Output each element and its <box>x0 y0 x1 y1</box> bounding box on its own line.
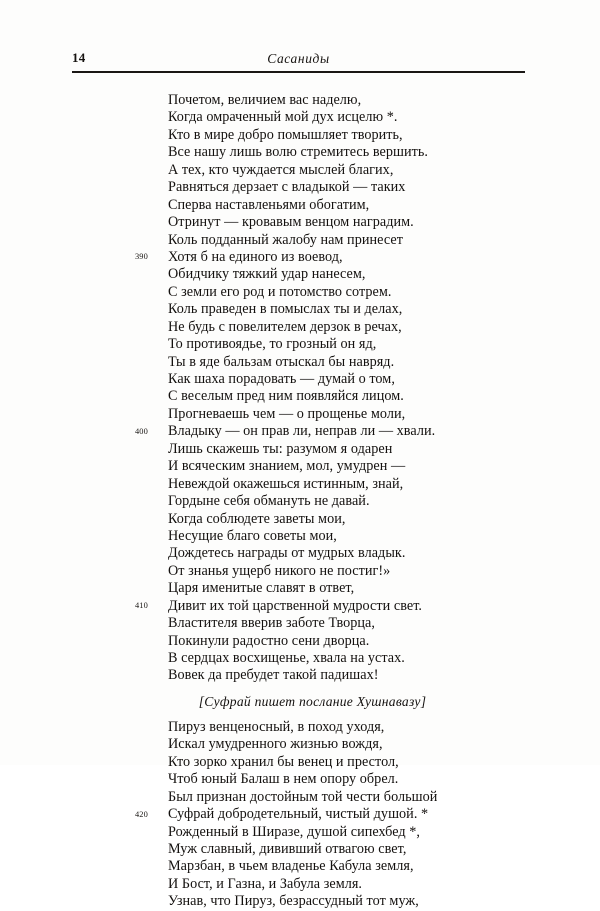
verse-line-text: Коль праведен в помыслах ты и делах, <box>168 301 403 318</box>
verse-line-text: Обидчику тяжкий удар нанесем, <box>168 266 366 283</box>
verse-line-number: 390 <box>135 252 148 262</box>
verse-line-text: Почетом, величием вас наделю, <box>168 92 362 108</box>
verse-line <box>72 284 525 301</box>
verse-line-text: Не будь с повелителем дерзок в речах, <box>168 318 402 335</box>
verse-line <box>72 179 525 196</box>
verse-line-text: Был признан достойным той чести большой <box>168 788 438 805</box>
verse-line <box>72 197 525 214</box>
verse-body <box>72 86 525 911</box>
verse-line <box>72 893 525 910</box>
verse-line <box>72 371 525 388</box>
verse-line <box>72 266 525 283</box>
verse-line-number: 400 <box>135 426 148 436</box>
verse-line <box>72 458 525 475</box>
verse-line-text: И Бост, и Газна, и Забула земля. <box>168 875 363 892</box>
verse-lines-second-part <box>72 719 525 911</box>
section-heading: [Суфрай пишет послание Хушнавазу] <box>198 693 427 709</box>
verse-line-text: Коль подданный жалобу нам принесет <box>168 231 403 248</box>
verse-line <box>72 232 525 249</box>
verse-line-text: Хотя б на единого из воевод, <box>168 248 343 265</box>
verse-line <box>72 841 525 858</box>
running-head-title: Сасаниды <box>267 51 330 66</box>
verse-line-text: Рожденный в Ширазе, душой сипехбед *, <box>168 823 420 840</box>
verse-line-text: Владыку — он прав ли, неправ ли — хвали. <box>168 423 436 440</box>
verse-line <box>72 615 525 632</box>
verse-line <box>72 824 525 841</box>
verse-line <box>72 719 525 736</box>
verse-line-text: Кто зорко хранил бы венец и престол, <box>168 753 399 770</box>
running-head <box>72 50 525 70</box>
verse-line-text: Отринут — кровавым венцом наградим. <box>168 214 414 231</box>
verse-line-text: То противоядье, то грозный он яд, <box>168 336 377 353</box>
verse-line <box>72 423 525 440</box>
verse-line <box>72 214 525 231</box>
verse-line-text: Кто в мире добро помышляет творить, <box>168 126 403 143</box>
verse-line-text: Дивит их той царственной мудрости свет. <box>168 597 423 614</box>
verse-line <box>72 493 525 510</box>
header-rule-divider <box>72 71 525 73</box>
verse-line <box>72 858 525 875</box>
verse-line-text: И всяческим знанием, мол, умудрен — <box>168 458 406 475</box>
verse-line-text: Невеждой окажешься истинным, знай, <box>168 475 404 492</box>
verse-line <box>72 754 525 771</box>
verse-line-text: Ты в яде бальзам отыскал бы навряд. <box>168 353 395 370</box>
verse-line <box>72 162 525 179</box>
verse-line-text: Как шаха порадовать — думай о том, <box>168 371 395 387</box>
verse-line <box>72 336 525 353</box>
verse-line-text: Марзбан, в чьем владенье Кабула земля, <box>168 858 414 875</box>
verse-line <box>72 771 525 788</box>
verse-line <box>72 406 525 423</box>
verse-lines-first-part <box>72 92 525 685</box>
verse-line-number: 420 <box>135 809 148 819</box>
verse-line <box>72 249 525 266</box>
verse-line <box>72 528 525 545</box>
verse-line-text: С земли его род и потомство сотрем. <box>168 283 392 300</box>
page-folio-number: 14 <box>72 50 86 65</box>
verse-line-text: Когда омраченный мой дух исцелю *. <box>168 109 398 126</box>
verse-line <box>72 319 525 336</box>
verse-line <box>72 441 525 458</box>
verse-line <box>72 511 525 528</box>
verse-line-text: А тех, кто чуждается мыслей благих, <box>168 161 394 178</box>
verse-line <box>72 736 525 753</box>
verse-line-text: Прогневаешь чем — о прощенье моли, <box>168 405 406 422</box>
verse-line <box>72 650 525 667</box>
verse-line <box>72 388 525 405</box>
verse-line-number: 410 <box>135 601 148 611</box>
verse-line-text: Когда соблюдете заветы мои, <box>168 510 346 527</box>
verse-line-text: С веселым пред ним появляйся лицом. <box>168 388 404 405</box>
verse-line-text: Вовек да пребудет такой падишах! <box>168 667 379 684</box>
verse-line <box>72 127 525 144</box>
verse-line-text: Муж славный, дививший отвагою свет, <box>168 840 407 857</box>
verse-line <box>72 144 525 161</box>
verse-line-text: Чтоб юный Балаш в нем опору обрел. <box>168 771 399 788</box>
verse-line <box>72 633 525 650</box>
verse-line <box>72 354 525 371</box>
verse-line-text: Сперва наставленьями обогатим, <box>168 196 370 213</box>
verse-line-text: Узнав, что Пируз, безрассудный тот муж, <box>168 893 419 910</box>
verse-line-text: Все нашу лишь волю стремитесь вершить. <box>168 144 429 161</box>
verse-line-text: Властителя вверив заботе Творца, <box>168 615 375 632</box>
verse-line-text: Лишь скажешь ты: разумом я одарен <box>168 440 393 457</box>
verse-line <box>72 301 525 318</box>
verse-line-text: Несущие благо советы мои, <box>168 527 337 544</box>
verse-line-text: Пируз венценосный, в поход уходя, <box>168 718 385 735</box>
verse-line-text: От знанья ущерб никого не постиг!» <box>168 562 391 579</box>
verse-line <box>72 667 525 684</box>
verse-line-text: Покинули радостно сени дворца. <box>168 632 370 649</box>
verse-line <box>72 598 525 615</box>
verse-line-text: Дождетесь награды от мудрых владык. <box>168 545 406 562</box>
verse-line-text: Равняться дерзает с владыкой — таких <box>168 179 406 196</box>
verse-line <box>72 876 525 893</box>
verse-line <box>72 476 525 493</box>
verse-line <box>72 545 525 562</box>
verse-line <box>72 789 525 806</box>
verse-line <box>72 563 525 580</box>
verse-line <box>72 109 525 126</box>
verse-line-text: В сердцах восхищенье, хвала на устах. <box>168 650 405 666</box>
verse-line <box>72 92 525 109</box>
verse-line <box>72 806 525 823</box>
verse-line-text: Царя именитые славят в ответ, <box>168 580 355 597</box>
verse-line <box>72 580 525 597</box>
verse-line-text: Гордыне себя обмануть не давай. <box>168 493 370 510</box>
verse-line-text: Суфрай добродетельный, чистый душой. * <box>168 806 429 823</box>
verse-line-text: Искал умудренного жизнью вождя, <box>168 736 383 753</box>
